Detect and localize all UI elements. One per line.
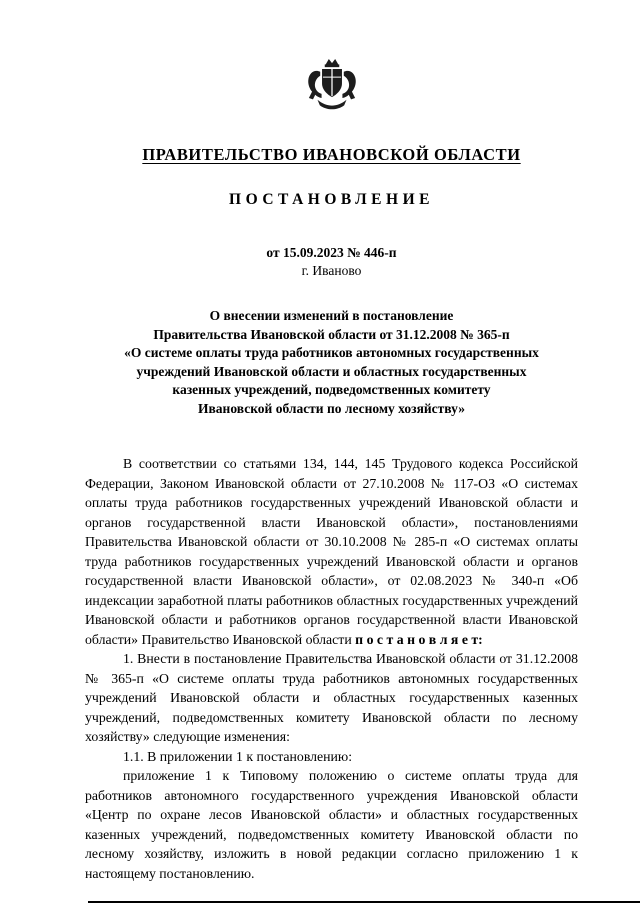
paragraph-intro-resolves-word: п о с т а н о в л я е т: xyxy=(355,631,483,647)
subject-line: учреждений Ивановской области и областных государственных xyxy=(136,363,527,379)
paragraph-item-1: 1. Внести в постановление Правительства Ивановской области от 31.12.2008 № 365-п «О системе оплаты труда работников автономных государственных учреждений Ивановской области и областных государственных казенных учреждений, подведомственных комитету Ивановской области по лесному хозяйству» следующие изменения: xyxy=(85,651,578,744)
ivanovo-oblast-coat-of-arms-icon xyxy=(303,56,361,120)
page-bottom-scan-line xyxy=(88,901,640,903)
organization-title: ПРАВИТЕЛЬСТВО ИВАНОВСКОЙ ОБЛАСТИ xyxy=(142,145,521,164)
date-number-line: от 15.09.2023 № 446-п xyxy=(266,245,397,260)
document-type-title: ПОСТАНОВЛЕНИЕ xyxy=(229,191,434,208)
paragraph-intro xyxy=(85,454,578,649)
paragraph-item-1-1-text: приложение 1 к Типовому положению о системе оплаты труда для работников автономного государственного учреждения Ивановской области «Центр по охране лесов Ивановской области» и областных государственных казенных учреждений, подведомственных комитету Ивановской области по лесному хозяйству, изложить в новой редакции согласно приложению 1 к настоящему постановлению. xyxy=(85,768,578,881)
subject-line: «О системе оплаты труда работников автономных государственных xyxy=(124,345,539,360)
coat-of-arms xyxy=(85,56,578,125)
subject-line: О внесении изменений в постановление xyxy=(209,308,454,323)
city-line: г. Иваново xyxy=(301,263,362,278)
document-subject xyxy=(85,307,578,418)
document-body xyxy=(85,454,578,883)
subject-line: казенных учреждений, подведомственных комитету xyxy=(172,382,491,397)
paragraph-intro-text: В соответствии со статьями 134, 144, 145 Трудового кодекса Российской Федерации, Законом Ивановской области от 27.10.2008 № 117-ОЗ «О системах оплаты труда работников государственных учреждений Ивановской области и органов государственной власти Ивановской области», постановлениями Правительства Ивановской области от 30.10.2008 № 285-п «О системах оплаты труда работников государственных учреждений Ивановской области и органов государственной власти Ивановской области», от 02.08.2023 № 340-п «Об индексации заработной платы работников областных государственных учреждений Ивановской области и работников органов государственной власти Ивановской области» Правительство Ивановской области xyxy=(85,456,578,647)
subject-line: Ивановской области по лесному хозяйству» xyxy=(198,400,465,416)
paragraph-item-1-1: 1.1. В приложении 1 к постановлению: xyxy=(123,748,353,764)
subject-line: Правительства Ивановской области от 31.12.2008 № 365-п xyxy=(153,326,510,342)
